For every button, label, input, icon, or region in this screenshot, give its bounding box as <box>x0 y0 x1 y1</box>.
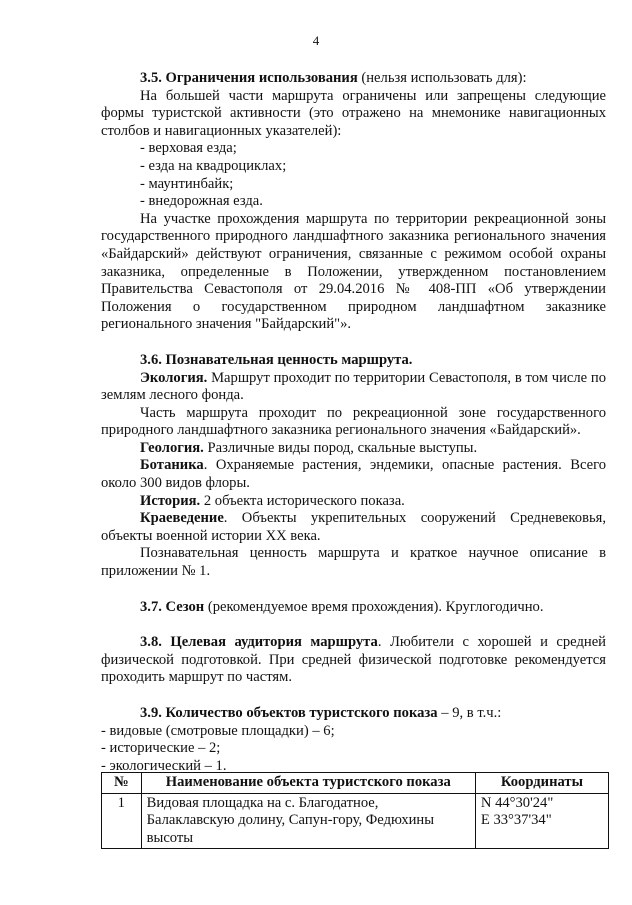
column-header-name: Наименование объекта туристского показа <box>141 773 475 794</box>
botany-text: . Охраняемые растения, эндемики, опасные растения. Всего около 300 видов флоры. <box>101 457 606 492</box>
part-paragraph: Часть маршрута проходит по рекреационной зоне государственного природного ландшафтного заказника регионального значения «Байдарский». <box>101 404 606 439</box>
heading-text: 3.9. Количество объектов туристского показа <box>140 705 438 721</box>
ecology-label: Экология. <box>140 369 208 386</box>
list-item: - маунтинбайк; <box>140 175 234 192</box>
coordinate-north: N 44°30'24" <box>480 794 554 811</box>
heading-text: 3.8. Целевая аудитория маршрута <box>140 634 378 651</box>
list-item: - верховая езда; <box>140 140 237 157</box>
document-body <box>101 70 606 775</box>
section-text: (рекомендуемое время прохождения). Круглогодично. <box>204 598 544 615</box>
section-text: . Любители с хорошей и средней физической подготовкой. При средней физической подготовке рекомендуется проходить маршрут по частям. <box>101 634 606 686</box>
local-history-text: . Объекты укрепительных сооружений Средневековья, объекты военной истории XX века. <box>101 510 606 544</box>
list-item: - видовые (смотровые площадки) – 6; <box>101 722 335 739</box>
ecology-text: Маршрут проходит по территории Севастополя, в том числе по землям лесного фонда. <box>101 369 606 404</box>
table-row <box>102 793 609 849</box>
tourist-objects-table <box>101 772 609 849</box>
list-item: - исторические – 2; <box>101 740 221 757</box>
coordinate-east: E 33°37'34" <box>480 812 552 829</box>
section-3-5-paragraph: На участке прохождения маршрута по территории рекреационной зоны государственного природного ландшафтного заказника регионального значения «Байдарский» действуют ограничения, связанные с режимом особой охраны заказника, определенные в Положении, утвержденном постановлением Правительства Севастополя от 29.04.2016 № 408-ПП «Об утверждении Положения о государственном природном ландшафтном заказнике регионального значения "Байдарский"». <box>101 210 606 333</box>
object-name: Видовая площадка на с. Благодатное, Балаклавскую долину, Сапун-гору, Федюхины высоты <box>141 793 475 849</box>
list-item: - внедорожная езда. <box>140 193 263 210</box>
geology-text: Различные виды пород, скальные выступы. <box>203 439 478 456</box>
history-paragraph <box>101 493 606 511</box>
list-item: - езда на квадроциклах; <box>140 157 287 174</box>
column-header-coordinates: Координаты <box>475 773 608 794</box>
table-header-row <box>102 773 609 794</box>
section-3-5-intro: На большей части маршрута ограничены или запрещены следующие формы туристской активности (это отражено на мнемонике навигационных столбов и навигационных указателей): <box>101 87 606 139</box>
botany-paragraph <box>101 457 606 492</box>
geology-label: Геология. <box>140 439 204 456</box>
list-item: - экологический – 1. <box>101 757 227 774</box>
row-number: 1 <box>102 793 142 849</box>
geology-paragraph <box>101 440 606 458</box>
history-text: 2 объекта исторического показа. <box>200 492 405 509</box>
botany-label: Ботаника <box>140 457 204 474</box>
section-3-7 <box>101 599 606 617</box>
heading-tail: (нельзя использовать для): <box>357 70 527 86</box>
section-3-5-heading <box>101 70 606 88</box>
heading-tail: – 9, в т.ч.: <box>437 705 502 721</box>
appendix-paragraph: Познавательная ценность маршрута и краткое научное описание в приложении № 1. <box>101 545 606 580</box>
section-3-8 <box>101 634 606 687</box>
ecology-paragraph <box>101 370 606 405</box>
coordinates-cell <box>475 793 608 849</box>
section-3-6-heading: 3.6. Познавательная ценность маршрута. <box>140 351 413 368</box>
local-history-paragraph <box>101 510 606 545</box>
heading-text: 3.5. Ограничения использования <box>140 70 358 86</box>
heading-text: 3.7. Сезон <box>140 598 205 615</box>
column-header-number: № <box>102 773 142 794</box>
local-history-label: Краеведение <box>140 510 224 527</box>
section-3-9-heading <box>101 705 606 723</box>
history-label: История. <box>140 492 201 509</box>
page-number: 4 <box>312 33 320 48</box>
